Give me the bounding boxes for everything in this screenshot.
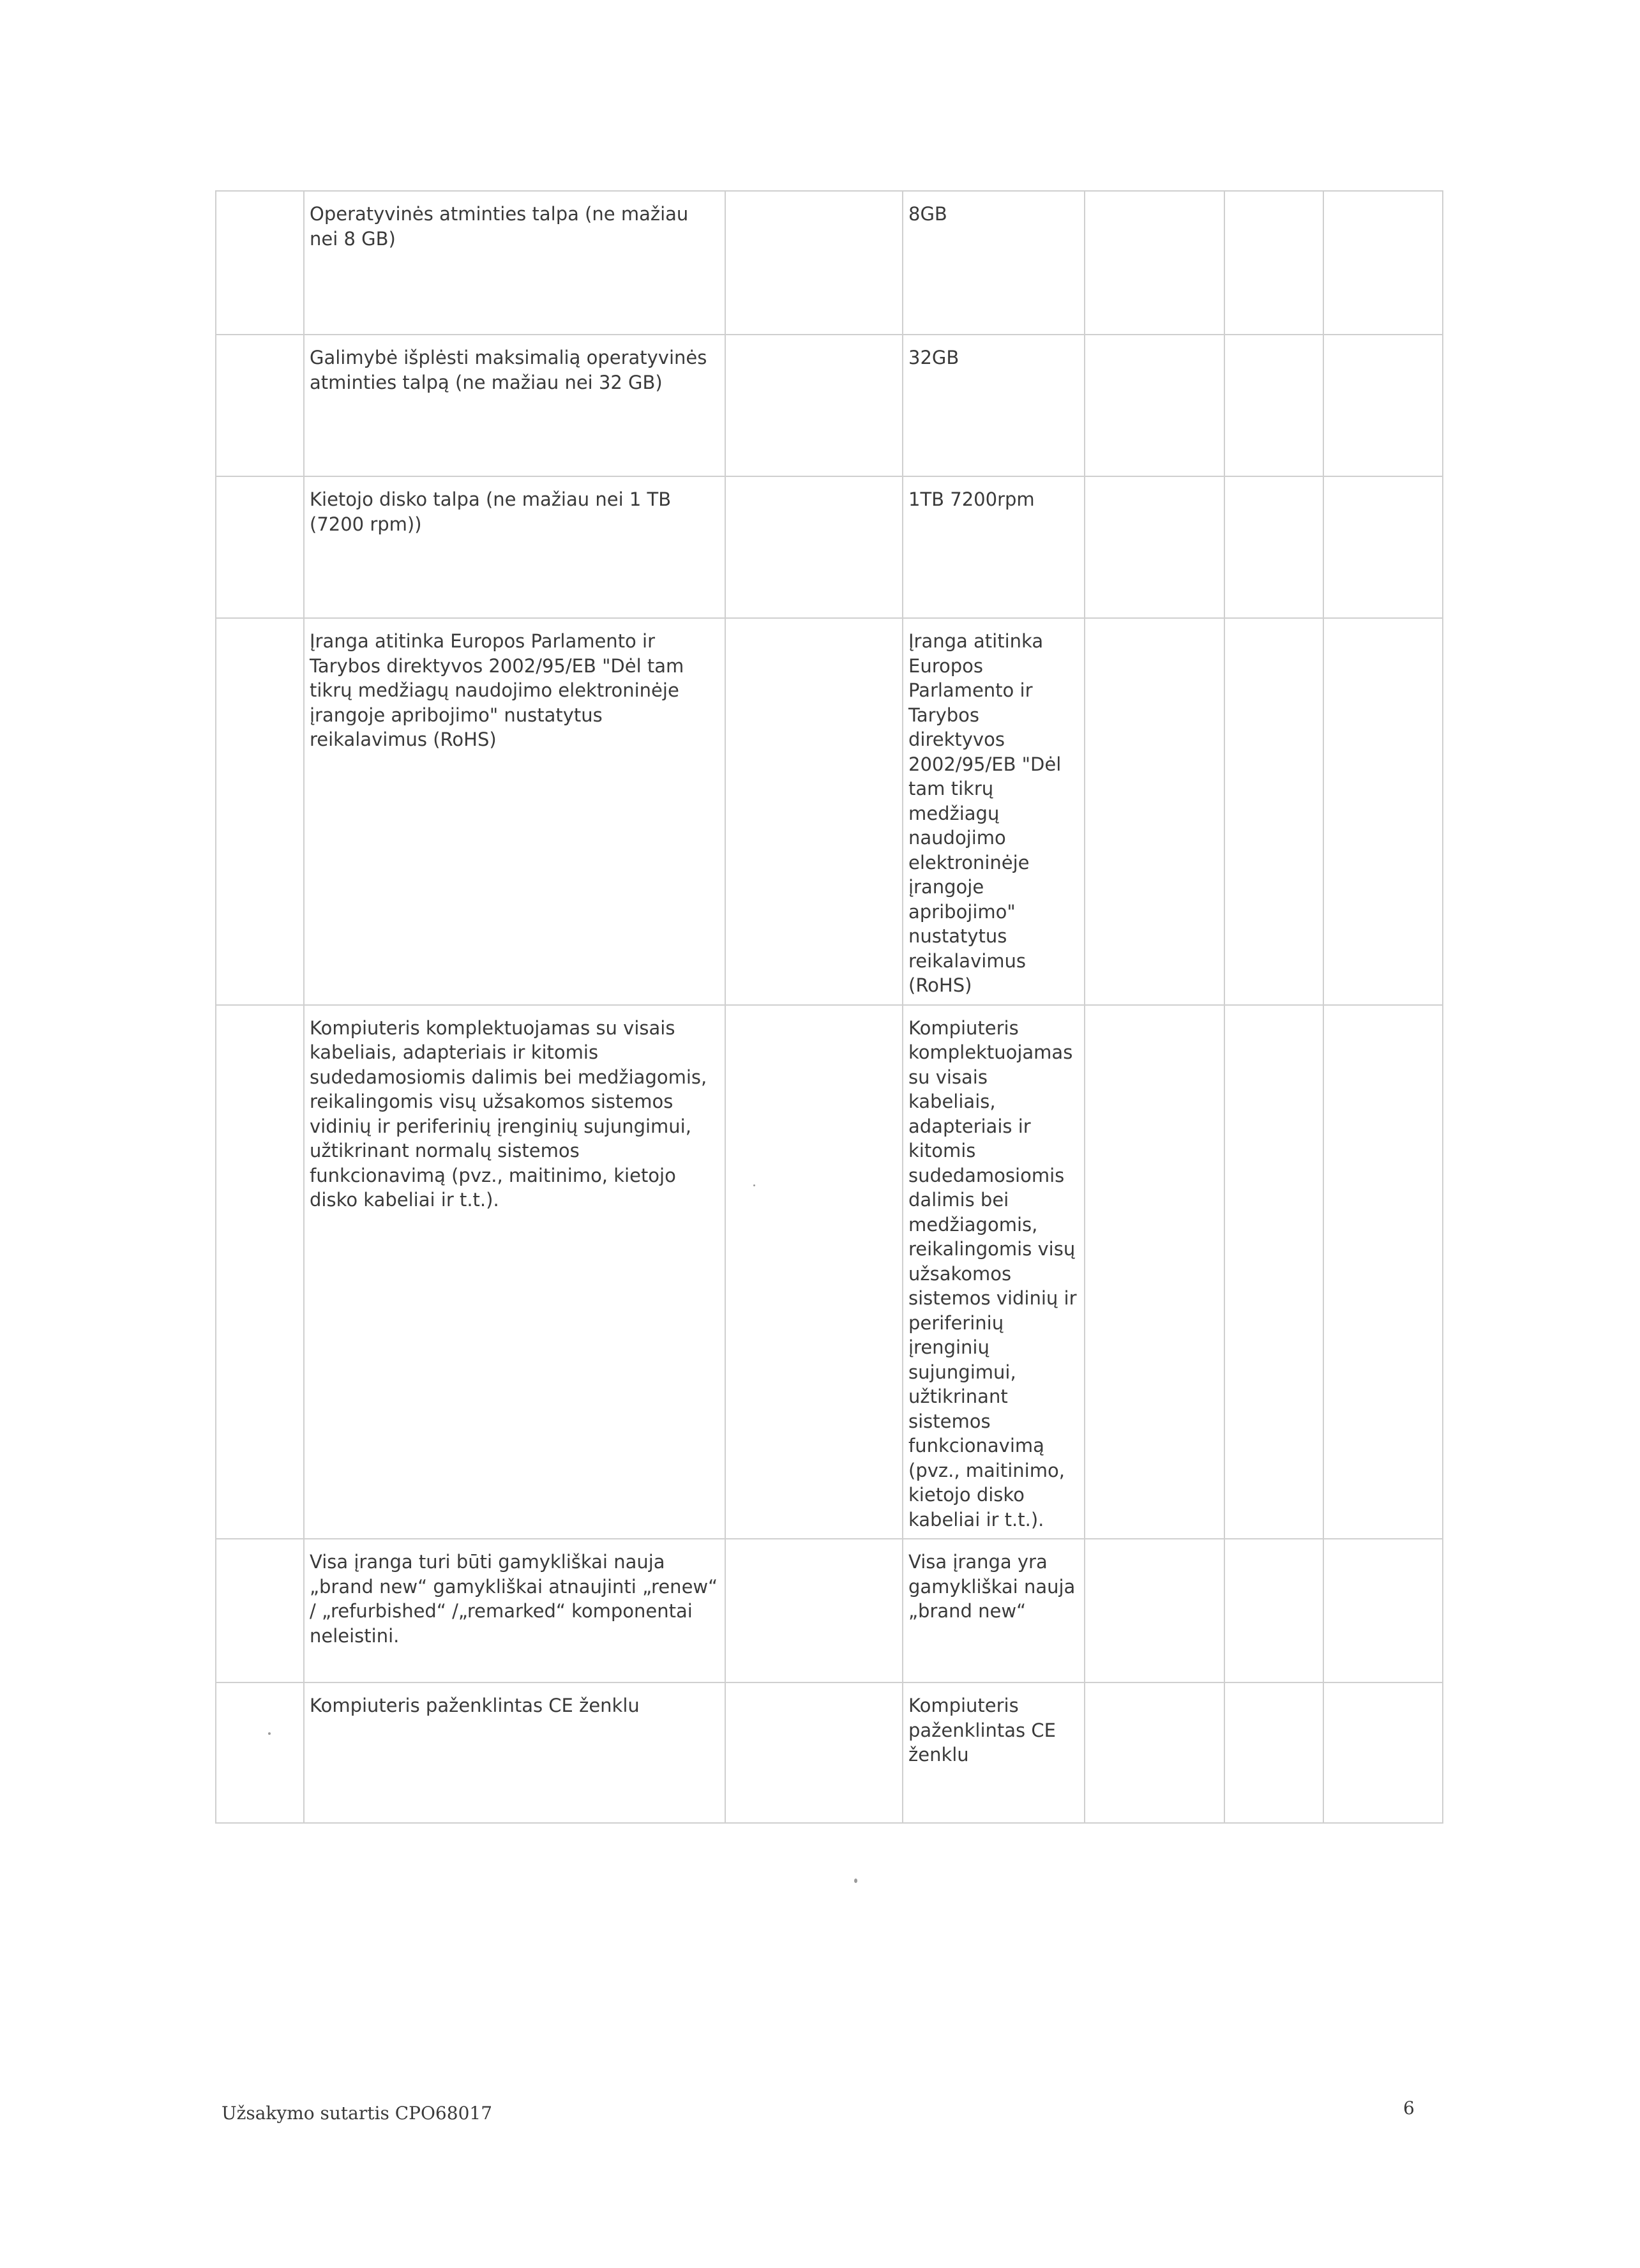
requirement-cell: Kompiuteris paženklintas CE ženklu [304,1682,725,1823]
empty-cell [1224,335,1323,476]
empty-cell [725,618,903,1005]
empty-cell [1323,191,1443,335]
requirement-cell: Visa įranga turi būti gamykliškai nauja „brand new“ gamykliškai atnaujinti „renew“ / „refurbished“ /„remarked“ komponentai neleistini. [304,1539,725,1682]
empty-cell [725,476,903,618]
scan-speck [854,1879,857,1883]
empty-cell [1224,476,1323,618]
offer-cell: 32GB [903,335,1085,476]
table-row [216,1539,1443,1682]
row-number-cell [216,476,304,618]
offer-cell: Įranga atitinka Europos Parlamento ir Tarybos direktyvos 2002/95/EB "Dėl tam tikrų medžiagų naudojimo elektroninėje įrangoje apribojimo" nustatytus reikalavimus (RoHS) [903,618,1085,1005]
page-number: 6 [1403,2098,1415,2119]
table-row [216,1005,1443,1539]
empty-cell [725,1005,903,1539]
empty-cell [1085,1682,1224,1823]
empty-cell [1323,1539,1443,1682]
empty-cell [725,191,903,335]
table-row [216,476,1443,618]
offer-cell: Kompiuteris komplektuojamas su visais kabeliais, adapteriais ir kitomis sudedamosiomis dalimis bei medžiagomis, reikalingomis visų užsakomos sistemos vidinių ir periferinių įrenginių sujungimui, užtikrinant sistemos funkcionavimą (pvz., maitinimo, kietojo disko kabeliai ir t.t.). [903,1005,1085,1539]
empty-cell [1085,335,1224,476]
empty-cell [1085,191,1224,335]
table-row [216,335,1443,476]
empty-cell [1224,191,1323,335]
empty-cell [1323,335,1443,476]
row-number-cell [216,1539,304,1682]
requirement-cell: Kompiuteris komplektuojamas su visais kabeliais, adapteriais ir kitomis sudedamosiomis dalimis bei medžiagomis, reikalingomis visų užsakomos sistemos vidinių ir periferinių įrenginių sujungimui, užtikrinant normalų sistemos funkcionavimą (pvz., maitinimo, kietojo disko kabeliai ir t.t.). [304,1005,725,1539]
offer-cell: Visa įranga yra gamykliškai nauja „brand new“ [903,1539,1085,1682]
offer-cell: 1TB 7200rpm [903,476,1085,618]
specification-table [215,190,1443,1824]
empty-cell [1224,1005,1323,1539]
empty-cell [1224,1539,1323,1682]
scan-speck [268,1732,271,1735]
empty-cell [725,1539,903,1682]
requirement-cell: Operatyvinės atminties talpa (ne mažiau nei 8 GB) [304,191,725,335]
empty-cell [1323,618,1443,1005]
empty-cell [1085,618,1224,1005]
offer-cell: Kompiuteris paženklintas CE ženklu [903,1682,1085,1823]
requirement-cell: Galimybė išplėsti maksimalią operatyvinės atminties talpą (ne mažiau nei 32 GB) [304,335,725,476]
empty-cell [1224,1682,1323,1823]
empty-cell [1085,476,1224,618]
empty-cell [1323,1682,1443,1823]
table-row [216,191,1443,335]
empty-cell [1323,1005,1443,1539]
scan-speck [753,1184,755,1186]
offer-cell: 8GB [903,191,1085,335]
empty-cell [725,1682,903,1823]
table-row [216,1682,1443,1823]
row-number-cell [216,618,304,1005]
row-number-cell [216,1005,304,1539]
table-row [216,618,1443,1005]
requirement-cell: Kietojo disko talpa (ne mažiau nei 1 TB (7200 rpm)) [304,476,725,618]
empty-cell [1224,618,1323,1005]
row-number-cell [216,191,304,335]
empty-cell [1323,476,1443,618]
row-number-cell [216,1682,304,1823]
empty-cell [725,335,903,476]
empty-cell [1085,1539,1224,1682]
empty-cell [1085,1005,1224,1539]
row-number-cell [216,335,304,476]
footer-document-reference: Užsakymo sutartis CPO68017 [222,2103,493,2124]
requirement-cell: Įranga atitinka Europos Parlamento ir Tarybos direktyvos 2002/95/EB "Dėl tam tikrų medžiagų naudojimo elektroninėje įrangoje apribojimo" nustatytus reikalavimus (RoHS) [304,618,725,1005]
